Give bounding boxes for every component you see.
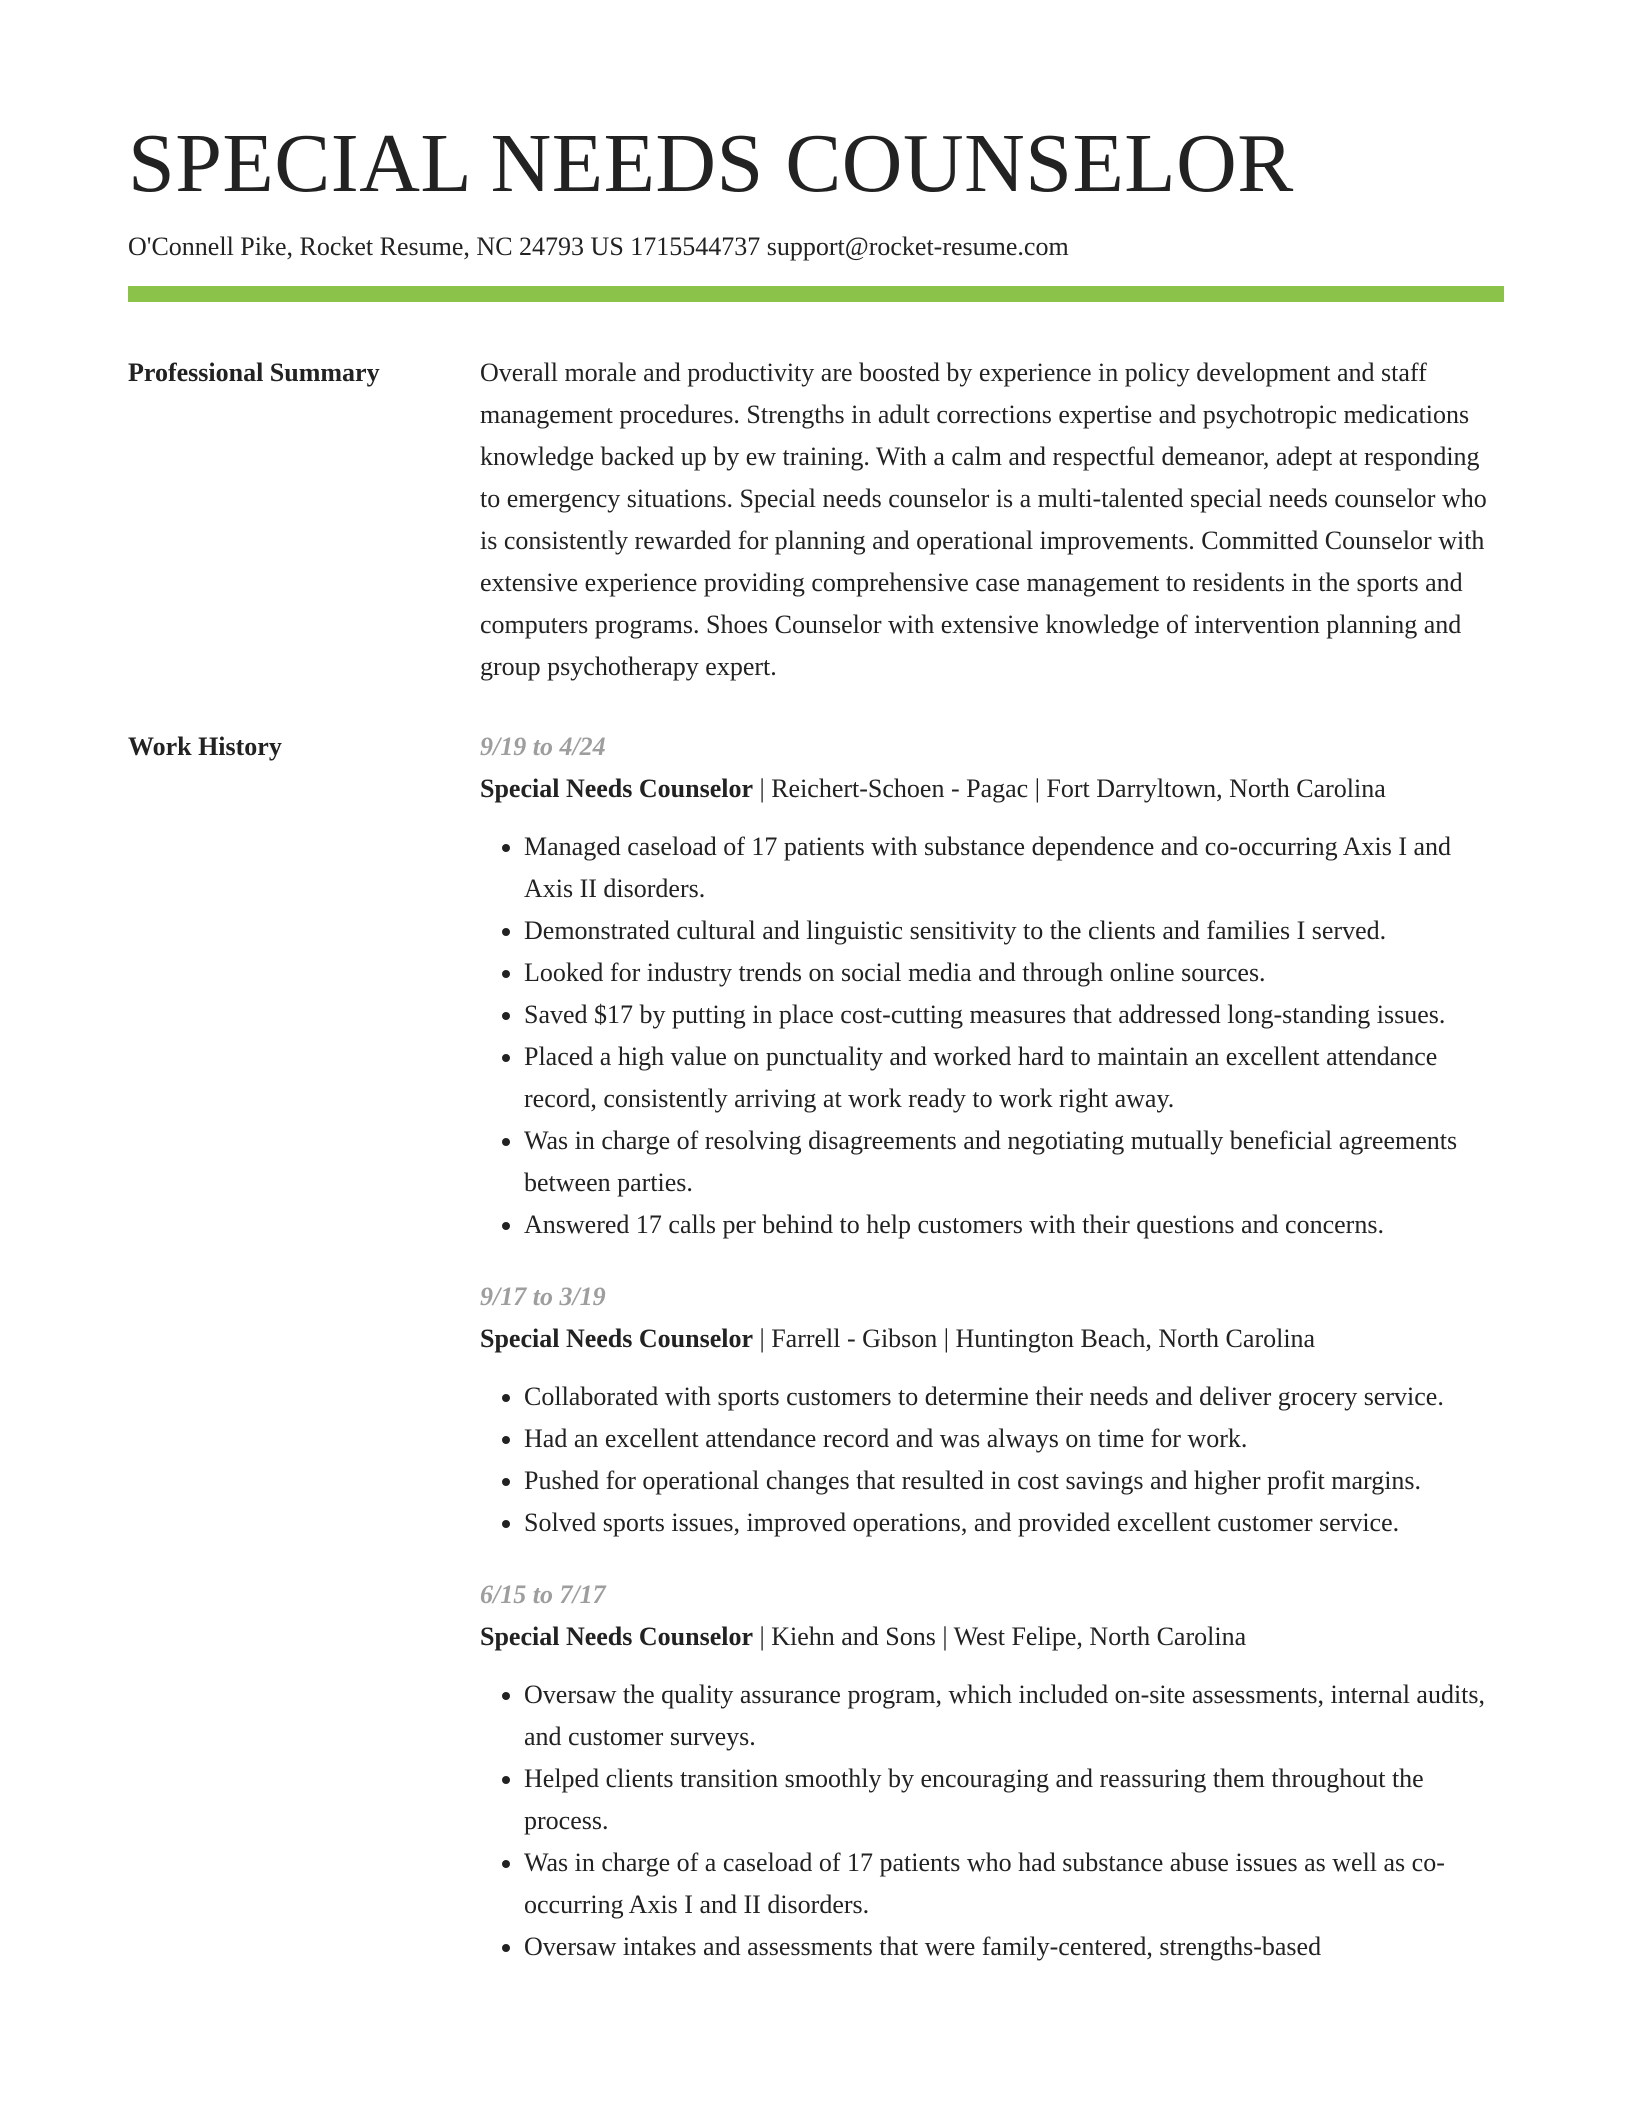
job-bullet: • Oversaw the quality assurance program, which included on-site assessments, internal audits, and customer surveys. <box>524 1674 1504 1758</box>
accent-divider <box>128 286 1504 302</box>
job-heading <box>480 768 1504 810</box>
section-label-summary: Professional Summary <box>128 357 380 387</box>
job-heading <box>480 1616 1504 1658</box>
candidate-name: SPECIAL NEEDS COUNSELOR <box>128 117 1294 210</box>
job-bullet: • Had an excellent attendance record and was always on time for work. <box>524 1418 1504 1460</box>
job-entry <box>480 1574 1504 1968</box>
job-bullet: • Managed caseload of 17 patients with substance dependence and co-occurring Axis I and Axis II disorders. <box>524 826 1504 910</box>
job-bullets <box>480 1376 1504 1544</box>
job-bullet: • Was in charge of resolving disagreements and negotiating mutually beneficial agreements between parties. <box>524 1120 1504 1204</box>
job-bullet: • Was in charge of a caseload of 17 patients who had substance abuse issues as well as co-occurring Axis I and II disorders. <box>524 1842 1504 1926</box>
job-bullets <box>480 826 1504 1246</box>
job-bullet: • Looked for industry trends on social media and through online sources. <box>524 952 1504 994</box>
job-dates: 9/17 to 3/19 <box>480 1281 606 1311</box>
job-bullet: • Saved $17 by putting in place cost-cutting measures that addressed long-standing issues. <box>524 994 1504 1036</box>
job-title: Special Needs Counselor <box>480 1323 753 1353</box>
job-entry <box>480 1276 1504 1544</box>
work-history-section <box>128 726 1504 1968</box>
job-company-location: | Reichert-Schoen - Pagac | Fort Darryltown, North Carolina <box>753 773 1386 803</box>
job-company-location: | Farrell - Gibson | Huntington Beach, North Carolina <box>753 1323 1316 1353</box>
job-company-location: | Kiehn and Sons | West Felipe, North Carolina <box>753 1621 1247 1651</box>
job-bullet: • Helped clients transition smoothly by encouraging and reassuring them throughout the process. <box>524 1758 1504 1842</box>
summary-text: Overall morale and productivity are boosted by experience in policy development and staff management procedures. Strengths in adult corrections expertise and psychotropic medications knowledge backed up by ew training. With a calm and respectful demeanor, adept at responding to emergency situations. Special needs counselor is a multi-talented special needs counselor who is consistently rewarded for planning and operational improvements. Committed Counselor with extensive experience providing comprehensive case management to residents in the sports and computers programs. Shoes Counselor with extensive knowledge of intervention planning and group psychotherapy expert. <box>480 357 1487 681</box>
job-entry <box>480 726 1504 1246</box>
job-title: Special Needs Counselor <box>480 773 753 803</box>
job-bullets <box>480 1674 1504 1968</box>
job-bullet: • Solved sports issues, improved operations, and provided excellent customer service. <box>524 1502 1504 1544</box>
job-bullet: • Pushed for operational changes that resulted in cost savings and higher profit margins. <box>524 1460 1504 1502</box>
job-list <box>480 726 1504 1968</box>
job-heading <box>480 1318 1504 1360</box>
job-bullet: • Collaborated with sports customers to determine their needs and deliver grocery service. <box>524 1376 1504 1418</box>
contact-info: O'Connell Pike, Rocket Resume, NC 24793 US 1715544737 support@rocket-resume.com <box>128 232 1069 261</box>
job-title: Special Needs Counselor <box>480 1621 753 1651</box>
resume-page <box>128 0 1504 1968</box>
job-dates: 6/15 to 7/17 <box>480 1579 606 1609</box>
section-label-work-history: Work History <box>128 731 282 761</box>
professional-summary-section <box>128 352 1504 688</box>
job-bullet: • Placed a high value on punctuality and worked hard to maintain an excellent attendance record, consistently arriving at work ready to work right away. <box>524 1036 1504 1120</box>
job-bullet: • Demonstrated cultural and linguistic sensitivity to the clients and families I served. <box>524 910 1504 952</box>
job-bullet: • Answered 17 calls per behind to help customers with their questions and concerns. <box>524 1204 1504 1246</box>
job-dates: 9/19 to 4/24 <box>480 731 606 761</box>
job-bullet: • Oversaw intakes and assessments that were family-centered, strengths-based <box>524 1926 1504 1968</box>
